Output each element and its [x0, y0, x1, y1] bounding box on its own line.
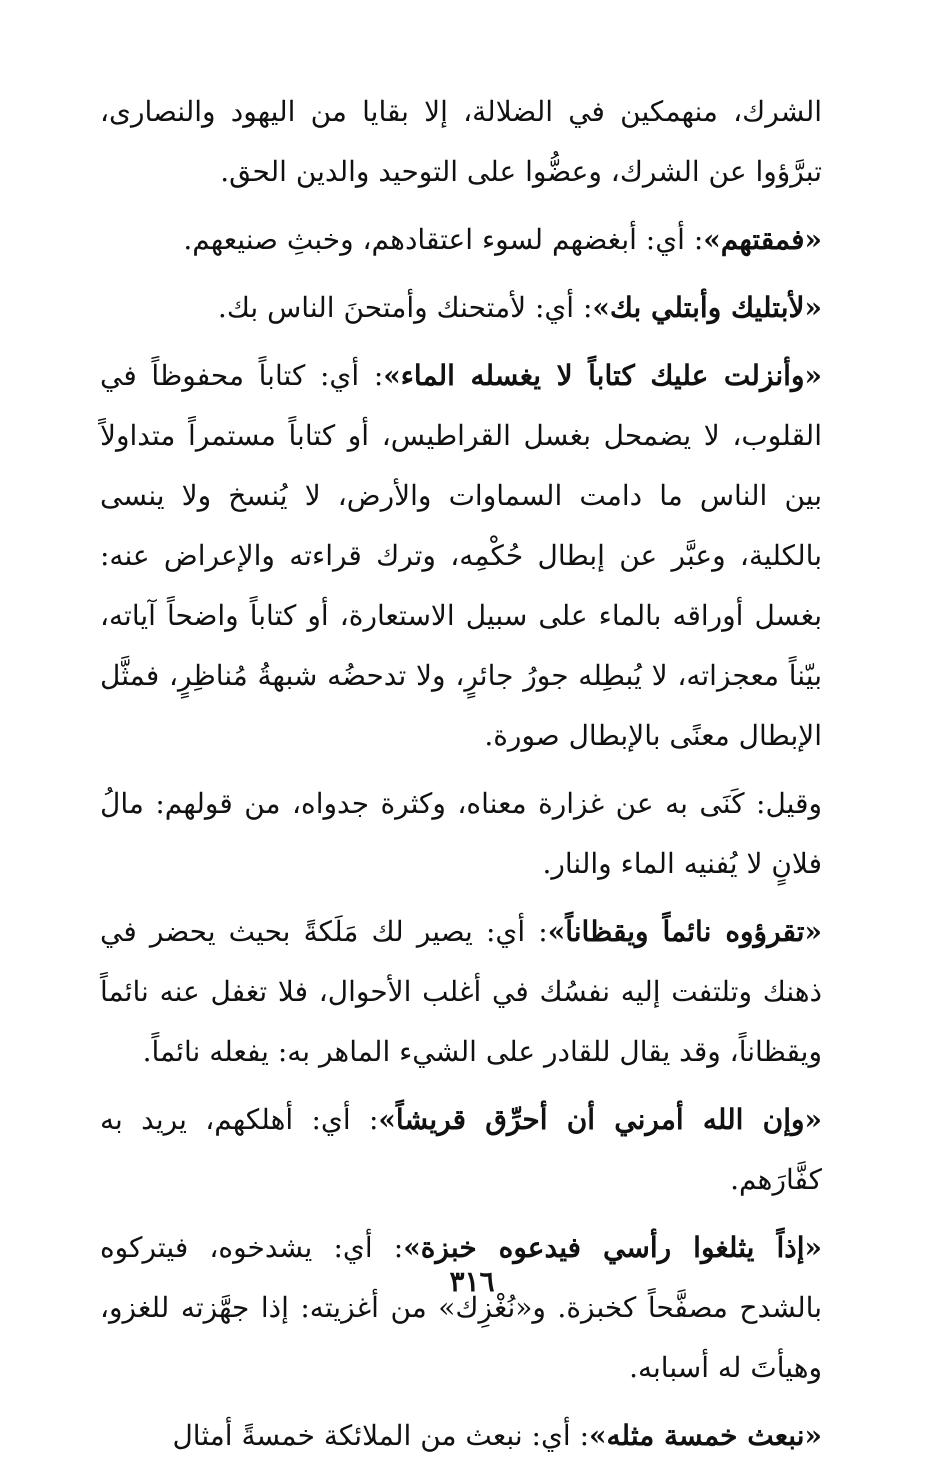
paragraph: [100, 210, 822, 270]
paragraph-text: : أي: لأمتحنك وأمتحنَ الناس بك.: [217, 291, 593, 324]
quoted-term: «إذاً يثلغوا رأسي فيدعوه خبزة»: [403, 1231, 822, 1264]
paragraph-text: : أي: يشدخوه، فيتركوه بالشدح مصفَّحاً كخبزة. و«نُغْزِك» من أغزيته: إذا جهَّزته للغزو، وهيأتَ له أسبابه.: [100, 1231, 822, 1384]
paragraph-text: : أي: كتاباً محفوظاً في القلوب، لا يضمحل بغسل القراطيس، أو كتاباً مستمراً متداولاً بين الناس ما دامت السماوات والأرض، لا يُنسخ ولا ينسى بالكلية، وعبَّر عن إبطال حُكْمِه، وترك قراءته والإعراض عنه: بغسل أوراقه بالماء على سبيل الاستعارة، أو كتاباً واضحاً آياته، بيّناً معجزاته، لا يُبطِله جورُ جائرٍ، ولا تدحضُه شبهةُ مُناظِرٍ، فمثَّل الإبطال معنًى بالإبطال صورة.: [100, 359, 822, 752]
paragraph-text: وقيل: كَنَى به عن غزارة معناه، وكثرة جدواه، من قولهم: مالُ فلانٍ لا يُفنيه الماء والنار.: [100, 787, 823, 880]
paragraph: [100, 82, 822, 202]
paragraph: [100, 902, 822, 1082]
paragraph: [100, 774, 822, 894]
quoted-term: «فمقتهم»: [703, 223, 822, 256]
paragraph: [100, 278, 822, 338]
quoted-term: «تقرؤوه نائماً ويقظاناً»: [547, 915, 822, 948]
paragraph-text: : أي: أهلكهم، يريد به كفَّارَهم.: [100, 1103, 822, 1196]
quoted-term: «وإن الله أمرني أن أحرِّق قريشاً»: [378, 1103, 822, 1136]
quoted-term: «لأبتليك وأبتلي بك»: [592, 291, 822, 324]
paragraph: [100, 1218, 822, 1398]
paragraph-text: : أي: أبغضهم لسوء اعتقادهم، وخبثِ صنيعهم.: [183, 223, 704, 256]
paragraph: [100, 1406, 822, 1466]
page-number: ٣١٦: [449, 1265, 495, 1298]
paragraph-text: : أي: نبعث من الملائكة خمسةً أمثال: [172, 1419, 590, 1452]
paragraph-text: : أي: يصير لك مَلَكةً بحيث يحضر في ذهنك وتلتفت إليه نفسُك في أغلب الأحوال، فلا تغفل عنه نائماً ويقظاناً، وقد يقال للقادر على الشيء الماهر به: يفعله نائماً.: [100, 915, 822, 1068]
paragraph: [100, 1090, 822, 1210]
quoted-term: «وأنزلت عليك كتاباً لا يغسله الماء»: [383, 359, 822, 392]
paragraph-text: الشرك، منهمكين في الضلالة، إلا بقايا من اليهود والنصارى، تبرَّؤوا عن الشرك، وعضُّوا على التوحيد والدين الحق.: [100, 95, 822, 188]
quoted-term: «نبعث خمسة مثله»: [589, 1419, 822, 1452]
paragraph: [100, 346, 822, 766]
